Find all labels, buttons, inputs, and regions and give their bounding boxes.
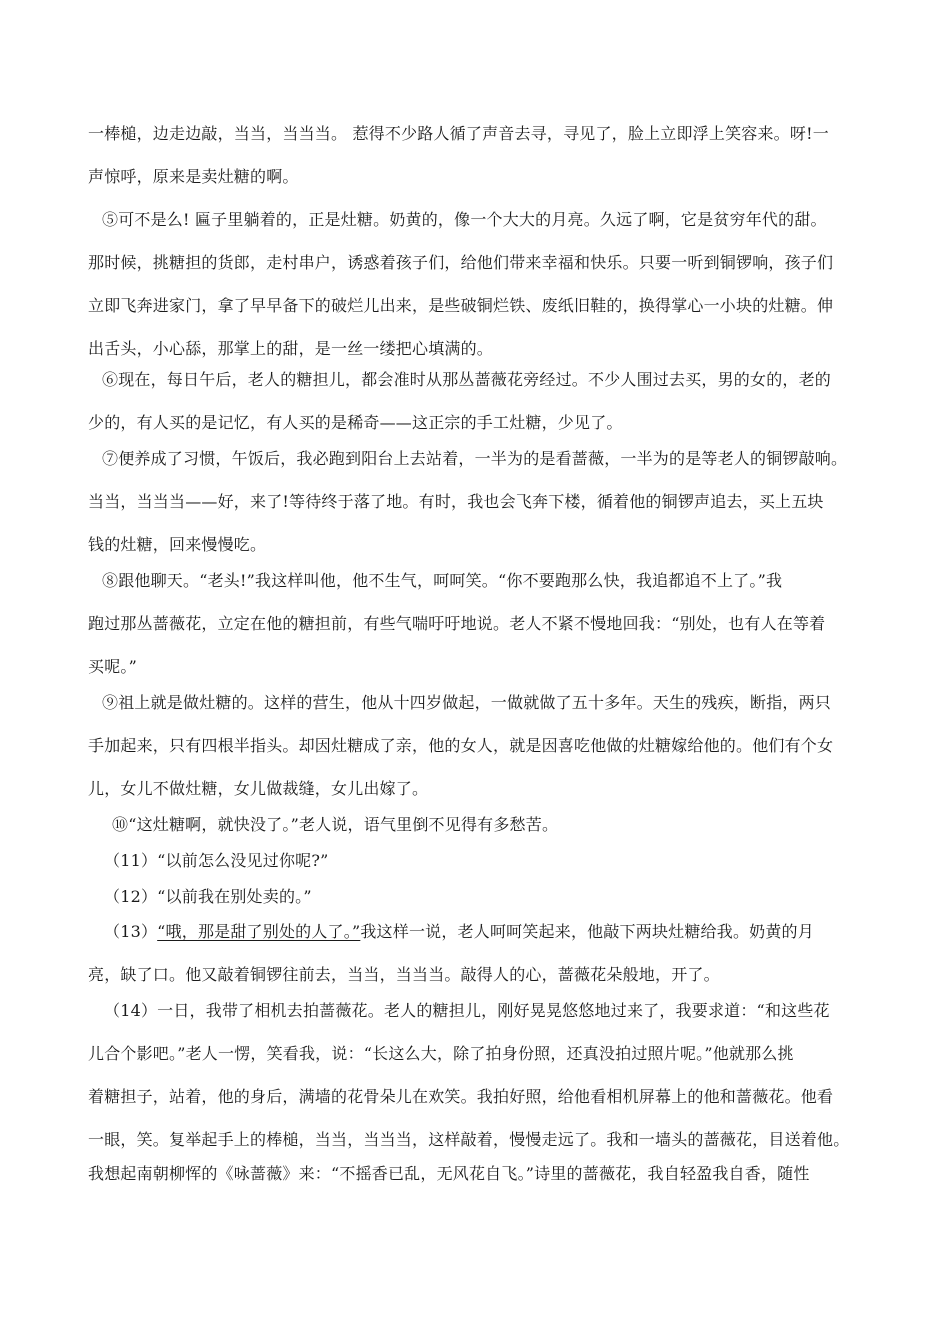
text-line: 声惊呼，原来是卖灶糖的啊。 <box>88 167 299 186</box>
paragraph-14-line: （14）一日，我带了相机去拍蔷薇花。老人的糖担儿，刚好晃晃悠悠地过来了，我要求道：“和这些花 <box>104 1001 830 1020</box>
text-line: 出舌头，小心舔，那掌上的甜，是一丝一缕把心填满的。 <box>88 339 494 358</box>
paragraph-9-line: ⑨祖上就是做灶糖的。这样的营生，他从十四岁做起，一做就做了五十多年。天生的残疾，断指，两只 <box>102 693 832 712</box>
text-line: 少的，有人买的是记忆，有人买的是稀奇——这正宗的手工灶糖，少见了。 <box>88 413 623 432</box>
text-line: 着糖担子，站着，他的身后，满墙的花骨朵儿在欢笑。我拍好照，给他看相机屏幕上的他和蔷薇花。他看 <box>88 1087 834 1106</box>
text-line: 一棒槌，边走边敲，当当，当当当。 惹得不少路人循了声音去寻，寻见了，脸上立即浮上笑容来。呀!一 <box>88 124 829 143</box>
text-line: 一眼，笑。复举起手上的棒槌，当当，当当当，这样敲着，慢慢走远了。我和一墙头的蔷薇花，目送着他。 <box>88 1130 850 1149</box>
text-line: 那时候，挑糖担的货郎，走村串户，诱惑着孩子们，给他们带来幸福和快乐。只要一听到铜锣响，孩子们 <box>88 253 834 272</box>
text-line: 手加起来，只有四根半指头。却因灶糖成了亲，他的女人，就是因喜吃他做的灶糖嫁给他的。他们有个女 <box>88 736 834 755</box>
text-line: 立即飞奔进家门，拿了早早备下的破烂儿出来，是些破铜烂铁、废纸旧鞋的，换得掌心一小块的灶糖。伸 <box>88 296 834 315</box>
text-line: 当当，当当当——好，来了!等待终于落了地。有时，我也会飞奔下楼，循着他的铜锣声追去，买上五块 <box>88 492 824 511</box>
text-line: 我想起南朝柳恽的《咏蔷薇》来：“不摇香已乱，无风花自飞。”诗里的蔷薇花，我自轻盈我自香，随性 <box>88 1164 810 1183</box>
paragraph-5-line: ⑤可不是么! 匾子里躺着的，正是灶糖。奶黄的，像一个大大的月亮。久远了啊，它是贫穷年代的甜。 <box>102 210 827 229</box>
paragraph-10-line: ⑩“这灶糖啊，就快没了。”老人说，语气里倒不见得有多愁苦。 <box>112 815 559 834</box>
text-line: 买呢。” <box>88 657 137 676</box>
text-line: 亮，缺了口。他又敲着铜锣往前去，当当，当当当。敲得人的心，蔷薇花朵般地，开了。 <box>88 965 720 984</box>
paragraph-13-line <box>104 922 890 942</box>
paragraph-text: 我这样一说，老人呵呵笑起来，他敲下两块灶糖给我。奶黄的月 <box>360 922 814 941</box>
text-line: 儿，女儿不做灶糖，女儿做裁缝，女儿出嫁了。 <box>88 779 429 798</box>
paragraph-6-line: ⑥现在，每日午后，老人的糖担儿，都会准时从那丛蔷薇花旁经过。不少人围过去买，男的女的，老的 <box>102 370 832 389</box>
paragraph-11-line: （11）“以前怎么没见过你呢?” <box>104 851 329 870</box>
paragraph-number: （13） <box>104 922 158 941</box>
underlined-quote: “哦，那是甜了别处的人了。” <box>157 922 361 941</box>
text-line: 儿合个影吧。”老人一愣，笑看我，说：“长这么大，除了拍身份照，还真没拍过照片呢。”他就那么挑 <box>88 1044 794 1063</box>
paragraph-12-line: （12）“以前我在别处卖的。” <box>104 887 312 906</box>
text-line: 跑过那丛蔷薇花，立定在他的糖担前，有些气喘吁吁地说。老人不紧不慢地回我：“别处，也有人在等着 <box>88 614 826 633</box>
paragraph-7-line: ⑦便养成了习惯，午饭后，我必跑到阳台上去站着，一半为的是看蔷薇，一半为的是等老人的铜锣敲响。 <box>102 449 848 468</box>
paragraph-8-line: ⑧跟他聊天。“老头!”我这样叫他，他不生气，呵呵笑。“你不要跑那么快，我追都追不上了。”我 <box>102 571 783 590</box>
text-line: 钱的灶糖，回来慢慢吃。 <box>88 535 267 554</box>
